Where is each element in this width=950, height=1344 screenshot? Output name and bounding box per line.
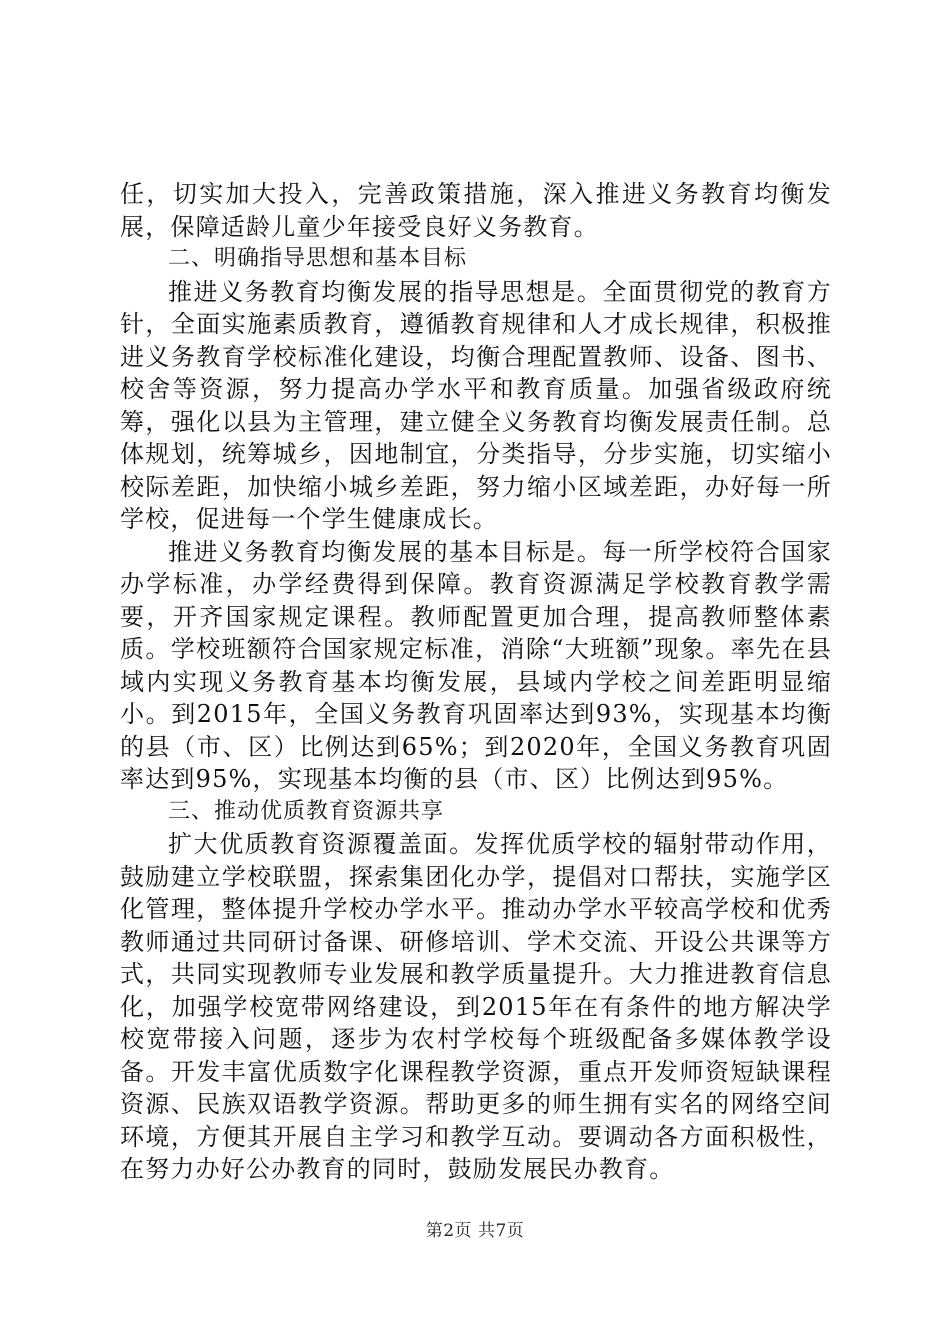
section-2-paragraph-1: 推进义务教育均衡发展的指导思想是。全面贯彻党的教育方针，全面实施素质教育，遵循教育规律和人才成长规律，积极推进义务教育学校标准化建设，均衡合理配置教师、设备、图书、校舍等资源，努力提高办学水平和教育质量。加强省级政府统筹，强化以县为主管理，建立健全义务教育均衡发展责任制。总体规划，统筹城乡，因地制宜，分类指导，分步实施，切实缩小校际差距，加快缩小城乡差距，努力缩小区域差距，办好每一所学校，促进每一个学生健康成长。	[120, 277, 832, 533]
section-2-paragraph-2: 推进义务教育均衡发展的基本目标是。每一所学校符合国家办学标准，办学经费得到保障。教育资源满足学校教育教学需要，开齐国家规定课程。教师配置更加合理，提高教师整体素质。学校班额符合国家规定标准，消除“大班额”现象。率先在县域内实现义务教育基本均衡发展，县域内学校之间差距明显缩小。到2015年，全国义务教育巩固率达到93%，实现基本均衡的县（市、区）比例达到65%；到2020年，全国义务教育巩固率达到95%，实现基本均衡的县（市、区）比例达到95%。	[120, 537, 832, 793]
continuation-paragraph: 任，切实加大投入，完善政策措施，深入推进义务教育均衡发展，保障适龄儿童少年接受良好义务教育。	[120, 180, 832, 241]
document-body	[120, 178, 832, 1186]
section-3-paragraph-1: 扩大优质教育资源覆盖面。发挥优质学校的辐射带动作用，鼓励建立学校联盟，探索集团化办学，提倡对口帮扶，实施学区化管理，整体提升学校办学水平。推动办学水平较高学校和优秀教师通过共同研讨备课、研修培训、学术交流、开设公共课等方式，共同实现教师专业发展和教学质量提升。大力推进教育信息化，加强学校宽带网络建设，到2015年在有条件的地方解决学校宽带接入问题，逐步为农村学校每个班级配备多媒体教学设备。开发丰富优质数字化课程教学资源，重点开发师资短缺课程资源、民族双语教学资源。帮助更多的师生拥有实名的网络空间环境，方便其开展自主学习和教学互动。要调动各方面积极性，在努力办好公办教育的同时，鼓励发展民办教育。	[120, 830, 832, 1183]
page-number-footer: 第2页 共7页	[425, 1221, 525, 1241]
section-2-heading: 二、明确指导思想和基本目标	[168, 246, 468, 271]
section-3-heading: 三、推动优质教育资源共享	[168, 798, 445, 824]
